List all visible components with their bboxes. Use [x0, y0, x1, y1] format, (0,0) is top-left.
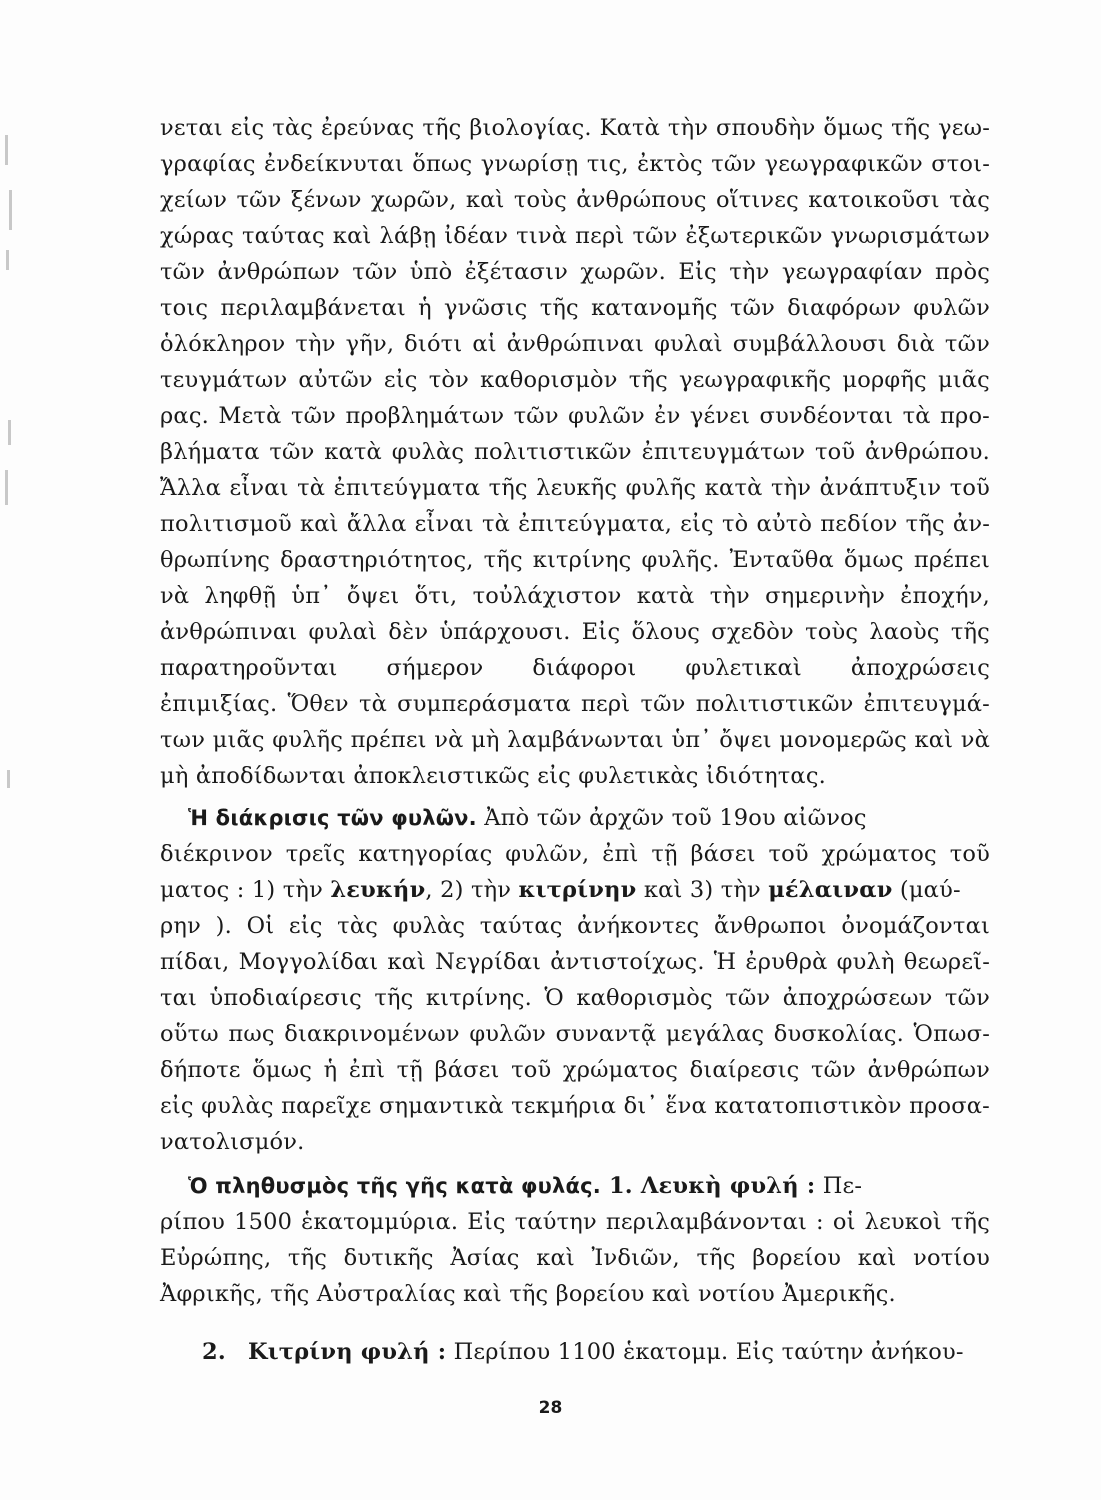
text-line: πολιτισμοῦ καὶ ἄλλα εἶναι τὰ ἐπιτεύγματα, εἰς τὸ αὐτὸ πεδίον τῆς ἀν-: [160, 511, 990, 537]
text-line: [160, 872, 990, 908]
text-run: Ἀπὸ τῶν ἀρχῶν τοῦ 19ου αἰῶνος: [476, 805, 867, 831]
text-line: ρας. Μετὰ τῶν προβλημάτων τῶν φυλῶν ἐν γένει συνδέονται τὰ προ-: [160, 403, 990, 429]
text-line: ὁλόκληρον τὴν γῆν, διότι αἱ ἀνθρώπιναι φυλαὶ συμβάλλουσι διὰ τῶν: [160, 331, 990, 357]
text-line: οὕτω πως διακρινομένων φυλῶν συναντᾷ μεγάλας δυσκολίας. Ὁπωσ-: [160, 1021, 990, 1047]
item-title-white-race: Λευκὴ φυλή :: [632, 1173, 816, 1199]
text-line: χείων τῶν ξένων χωρῶν, καὶ τοὺς ἀνθρώπους οἵτινες κατοικοῦσι τὰς: [160, 187, 990, 213]
text-line: νὰ ληφθῇ ὑπ᾽ ὄψει ὅτι, τοὐλάχιστον κατὰ τὴν σημερινὴν ἐποχήν,: [160, 583, 990, 609]
text-line: πίδαι, Μογγολίδαι καὶ Νεγρίδαι ἀντιστοίχως. Ἡ ἐρυθρὰ φυλὴ θεωρεῖ-: [160, 949, 990, 975]
text-line: ἐπιμιξίας. Ὅθεν τὰ συμπεράσματα περὶ τῶν πολιτιστικῶν ἐπιτευγμά-: [160, 691, 990, 717]
text-line: ρίπου 1500 ἑκατομμύρια. Εἰς ταύτην περιλαμβάνονται : οἱ λευκοὶ τῆς: [160, 1209, 990, 1235]
text-line: γραφίας ἐνδείκνυται ὅπως γνωρίσῃ τις, ἐκτὸς τῶν γεωγραφικῶν στοι-: [160, 151, 990, 177]
list-number: 2.: [202, 1339, 226, 1365]
text-line: [160, 1168, 990, 1204]
text-line: Ἄλλα εἶναι τὰ ἐπιτεύγματα τῆς λευκῆς φυλῆς κατὰ τὴν ἀνάπτυξιν τοῦ: [160, 475, 990, 501]
text-run: ματος : 1) τὴν: [160, 877, 331, 903]
text-line: [202, 1334, 990, 1370]
text-line: νεται εἰς τὰς ἐρεύνας τῆς βιολογίας. Κατὰ τὴν σπουδὴν ὅμως τῆς γεω-: [160, 115, 990, 141]
text-run: καὶ 3) τὴν: [636, 877, 769, 903]
section-heading-population: Ὁ πληθυσμὸς τῆς γῆς κατὰ φυλάς.: [188, 1174, 601, 1198]
text-line: Εὐρώπης, τῆς δυτικῆς Ἀσίας καὶ Ἰνδιῶν, τῆς βορείου καὶ νοτίου: [160, 1245, 990, 1271]
text-line: ρην ). Οἱ εἰς τὰς φυλὰς ταύτας ἀνήκοντες ἄνθρωποι ὀνομάζονται: [160, 913, 990, 939]
text-line: χώρας ταύτας καὶ λάβῃ ἰδέαν τινὰ περὶ τῶν ἐξωτερικῶν γνωρισμάτων: [160, 223, 990, 249]
list-number: 1.: [600, 1173, 633, 1199]
text-line: τοις περιλαμβάνεται ἡ γνῶσις τῆς κατανομῆς τῶν διαφόρων φυλῶν: [160, 295, 990, 321]
term-yellow: κιτρίνην: [518, 877, 637, 903]
text-line: μὴ ἀποδίδωνται ἀποκλειστικῶς εἰς φυλετικὰς ἰδιότητας.: [160, 763, 826, 789]
term-white: λευκήν: [330, 877, 426, 903]
section-heading-race-classification: Ἡ διάκρισις τῶν φυλῶν.: [188, 806, 477, 830]
term-black: μέλαιναν: [768, 877, 893, 903]
text-line: των μιᾶς φυλῆς πρέπει νὰ μὴ λαμβάνωνται ὑπ᾽ ὄψει μονομερῶς καὶ νὰ: [160, 727, 990, 753]
text-line: νατολισμόν.: [160, 1129, 305, 1155]
text-run: Περίπου 1100 ἑκατομμ. Εἰς ταύτην ἀνήκου-: [446, 1339, 964, 1365]
text-line: θρωπίνης δραστηριότητος, τῆς κιτρίνης φυλῆς. Ἐνταῦθα ὅμως πρέπει: [160, 547, 990, 573]
text-line: διέκρινον τρεῖς κατηγορίας φυλῶν, ἐπὶ τῇ βάσει τοῦ χρώματος τοῦ: [160, 841, 990, 867]
paragraph-race-classification: [160, 800, 990, 1160]
text-run: , 2) τὴν: [425, 877, 519, 903]
text-line: παρατηροῦνται σήμερον διάφοροι φυλετικαὶ ἀποχρώσεις: [160, 655, 990, 681]
text-line: ται ὑποδιαίρεσις τῆς κιτρίνης. Ὁ καθορισμὸς τῶν ἀποχρώσεων τῶν: [160, 985, 990, 1011]
paragraph-yellow-race: [160, 1334, 990, 1370]
text-run: Πε-: [815, 1173, 863, 1199]
text-line: τῶν ἀνθρώπων τῶν ὑπὸ ἐξέτασιν χωρῶν. Εἰς τὴν γεωγραφίαν πρὸς: [160, 259, 990, 285]
text-line: τευγμάτων αὐτῶν εἰς τὸν καθορισμὸν τῆς γεωγραφικῆς μορφῆς μιᾶς: [160, 367, 990, 393]
text-line: Ἀφρικῆς, τῆς Αὐστραλίας καὶ τῆς βορείου καὶ νοτίου Ἀμερικῆς.: [160, 1281, 896, 1307]
text-run: (μαύ-: [892, 877, 961, 903]
text-line: βλήματα τῶν κατὰ φυλὰς πολιτιστικῶν ἐπιτευγμάτων τοῦ ἀνθρώπου.: [160, 439, 990, 465]
item-title-yellow-race: Κιτρίνη φυλή :: [247, 1339, 447, 1365]
text-line: εἰς φυλὰς παρεῖχε σημαντικὰ τεκμήρια δι᾽ ἕνα κατατοπιστικὸν προσα-: [160, 1093, 990, 1119]
text-line: [160, 800, 990, 836]
page-number: 28: [538, 1398, 563, 1418]
paragraph-population-by-race: [160, 1168, 990, 1312]
scan-margin-marks: [0, 0, 20, 1500]
text-line: ἀνθρώπιναι φυλαὶ δὲν ὑπάρχουσι. Εἰς ὅλους σχεδὸν τοὺς λαοὺς τῆς: [160, 619, 990, 645]
text-line: δήποτε ὅμως ἡ ἐπὶ τῇ βάσει τοῦ χρώματος διαίρεσις τῶν ἀνθρώπων: [160, 1057, 990, 1083]
paragraph-races-intro: [160, 110, 990, 794]
